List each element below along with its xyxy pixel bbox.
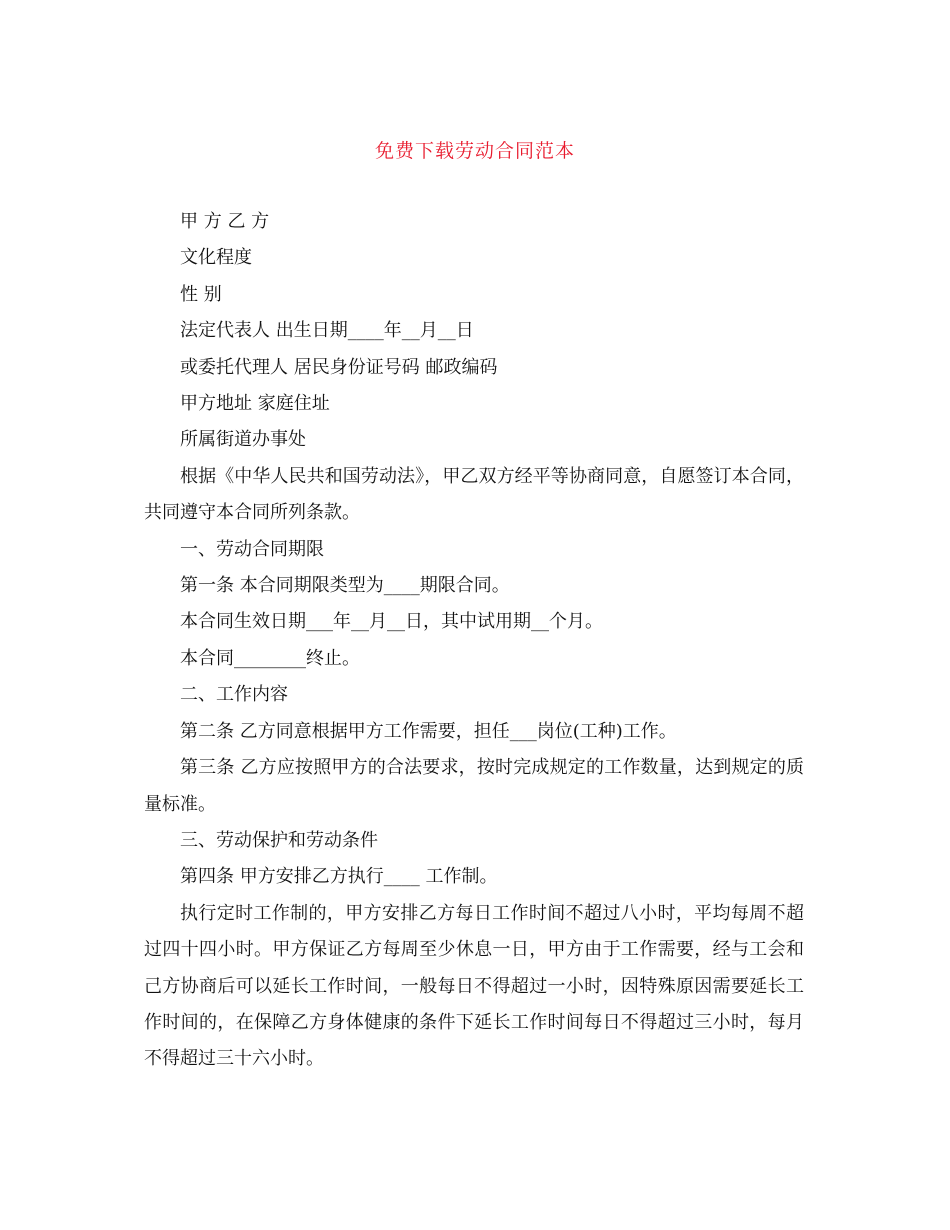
paragraph-gender: 性 别 [180,283,222,305]
paragraph-education: 文化程度 [180,247,252,269]
paragraph-effective-date: 本合同生效日期___年__月__日，其中试用期__个月。 [180,611,603,633]
article-3: 第三条 乙方应按照甲方的合法要求，按时完成规定的工作数量，达到规定的质量标准。 [144,757,804,815]
paragraph-agent: 或委托代理人 居民身份证号码 邮政编码 [180,356,498,378]
paragraph-termination: 本合同________终止。 [180,647,360,669]
document-title: 免费下载劳动合同范本 [374,140,575,162]
paragraph-address: 甲方地址 家庭住址 [180,393,330,415]
paragraph-parties: 甲 方 乙 方 [180,211,270,232]
paragraph-preamble: 根据《中华人民共和国劳动法》，甲乙双方经平等协商同意，自愿签订本合同，共同遵守本合同所列条款。 [144,465,804,524]
article-1: 第一条 本合同期限类型为____期限合同。 [180,575,510,597]
section-heading-term: 一、劳动合同期限 [180,538,324,560]
paragraph-legal-rep: 法定代表人 出生日期____年__月__日 [180,320,474,342]
paragraph-working-hours: 执行定时工作制的，甲方安排乙方每日工作时间不超过八小时，平均每周不超过四十四小时。甲方保证乙方每周至少休息一日，甲方由于工作需要，经与工会和己方协商后可以延长工作时间，一般每日不得超过一小时，因特殊原因需要延长工作时间的，在保障乙方身体健康的条件下延长工作时间每日不得超过三小时，每月不得超过三十六小时。 [144,902,804,1070]
article-2: 第二条 乙方同意根据甲方工作需要，担任___岗位(工种)工作。 [180,720,677,742]
article-4: 第四条 甲方安排乙方执行____ 工作制。 [180,866,498,888]
section-heading-labor-protection: 三、劳动保护和劳动条件 [180,829,378,851]
section-heading-work-content: 二、工作内容 [180,684,288,706]
paragraph-street-office: 所属街道办事处 [180,429,306,451]
document-body [144,204,804,1078]
